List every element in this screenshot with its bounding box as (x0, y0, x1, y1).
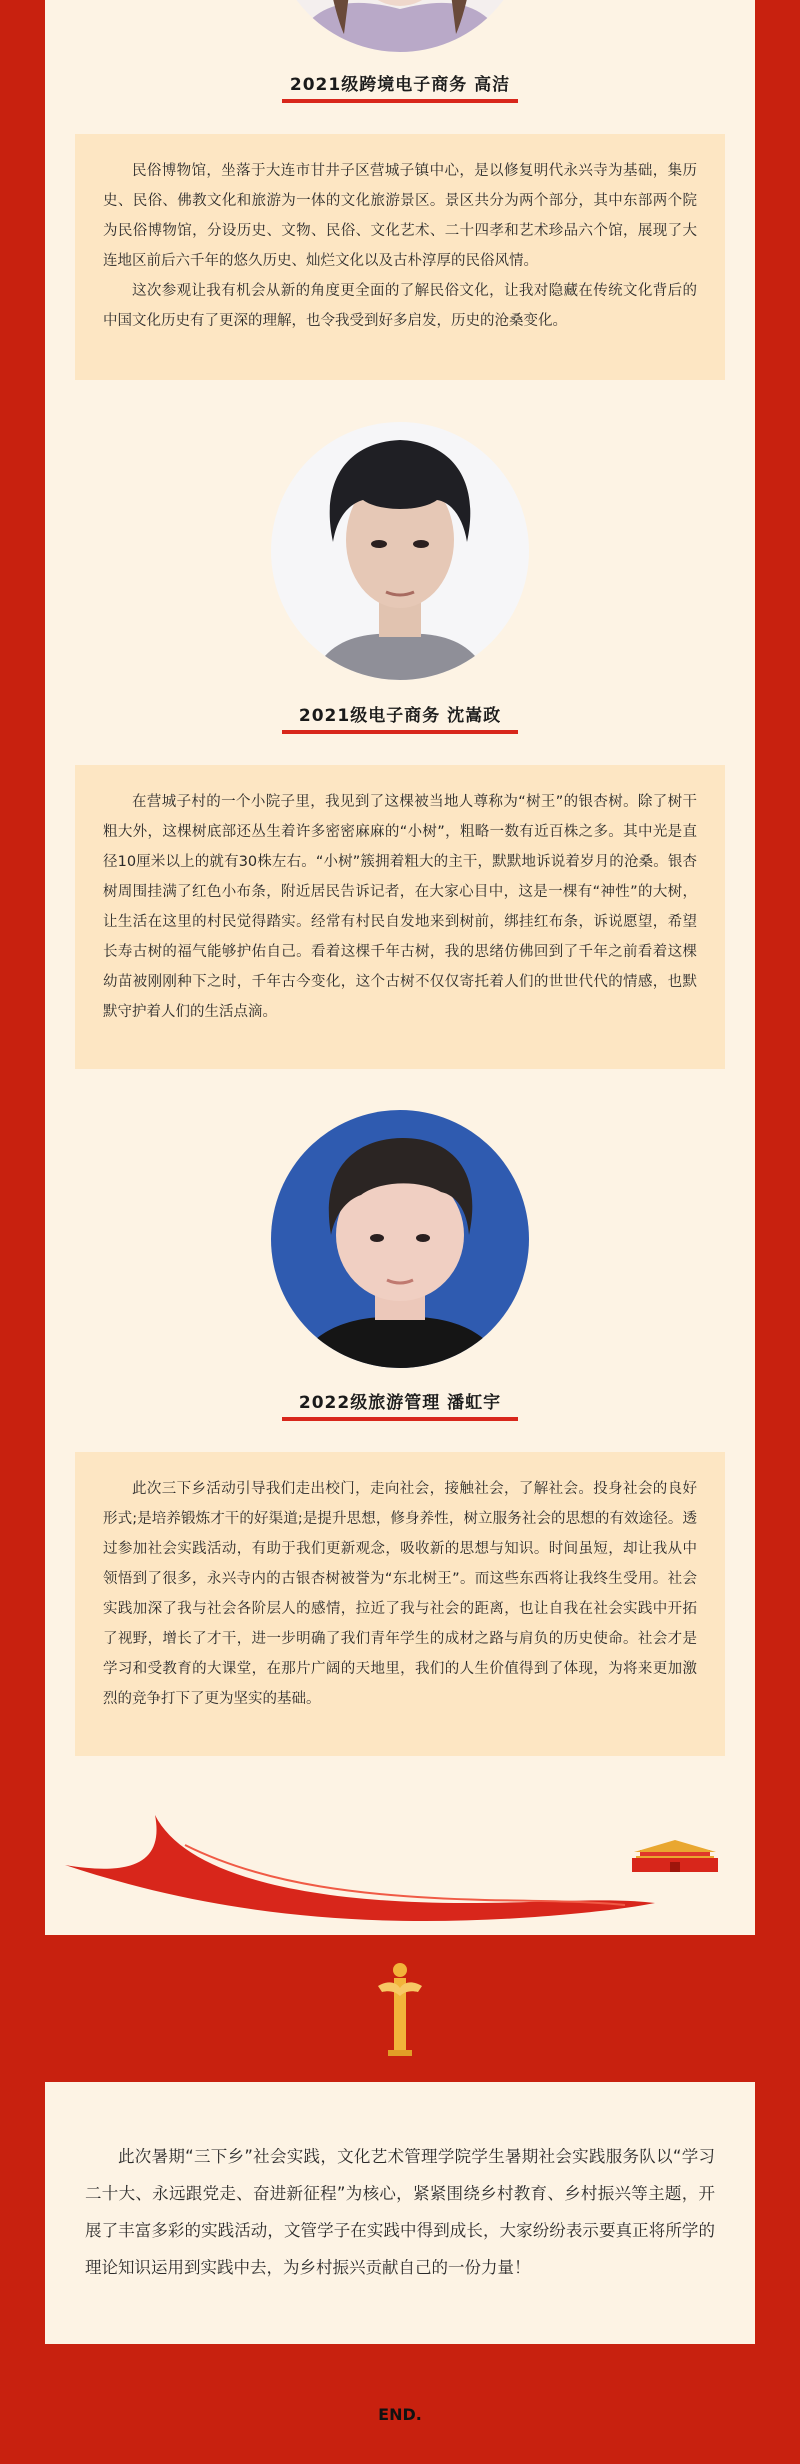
avatar-profile-2 (271, 422, 529, 680)
text-box-3 (75, 1452, 725, 1756)
avatar-profile-3 (271, 1110, 529, 1368)
profile-name-1: 2021级跨境电子商务 高洁 (289, 75, 511, 95)
text-box-1 (75, 134, 725, 380)
profile-name-2: 2021级电子商务 沈嵩政 (298, 706, 502, 726)
paragraph: 在营城子村的一个小院子里，我见到了这棵被当地人尊称为“树王”的银杏树。除了树干粗大外，这棵树底部还丛生着许多密密麻麻的“小树”，粗略一数有近百株之多。其中光是直径10厘米以上的就有30株左右。“小树”簇拥着粗大的主干，默默地诉说着岁月的沧桑。银杏树周围挂满了红色小布条，附近居民告诉记者，在大家心目中，这是一棵有“神性”的大树，让生活在这里的村民觉得踏实。经常有村民自发地来到树前，绑挂红布条，诉说愿望，希望长寿古树的福气能够护佑自己。看着这棵千年古树，我的思绪仿佛回到了千年之前看着这棵幼苗被刚刚种下之时，千年古今变化，这个古树不仅仅寄托着人们的世世代代的情感，也默默守护着人们的生活点滴。 (103, 794, 698, 1020)
name-underline-1 (282, 99, 518, 103)
profile-name-3: 2022级旅游管理 潘虹宇 (298, 1393, 502, 1413)
text-box-2 (75, 765, 725, 1069)
summary-paragraph: 此次暑期“三下乡”社会实践，文化艺术管理学院学生暑期社会实践服务队以“学习二十大、永远跟党走、奋进新征程”为核心，紧紧围绕乡村教育、乡村振兴等主题，开展了丰富多彩的实践活动，文管学子在实践中得到成长，大家纷纷表示要真正将所学的理论知识运用到实践中去，为乡村振兴贡献自己的一份力量！ (85, 2147, 715, 2277)
paragraph: 民俗博物馆，坐落于大连市甘井子区营城子镇中心，是以修复明代永兴寺为基础，集历史、民俗、佛教文化和旅游为一体的文化旅游景区。景区共分为两个部分，其中东部两个院为民俗博物馆，分设历史、文物、民俗、文化艺术、二十四孝和艺术珍品六个馆，展现了大连地区前后六千年的悠久历史、灿烂文化以及古朴淳厚的民俗风情。 (103, 163, 697, 269)
portrait-photo (271, 1110, 529, 1368)
name-underline-2 (282, 730, 518, 734)
name-underline-3 (282, 1417, 518, 1421)
tiananmen-gate-icon (630, 1838, 720, 1872)
end-mark: END. (378, 2405, 422, 2424)
portrait-photo (271, 422, 529, 680)
paragraph: 此次三下乡活动引导我们走出校门，走向社会，接触社会，了解社会。投身社会的良好形式;是培养锻炼才干的好渠道;是提升思想，修身养性，树立服务社会的思想的有效途径。透过参加社会实践活动，有助于我们更新观念，吸收新的思想与知识。时间虽短，却让我从中领悟到了很多，永兴寺内的古银杏树被誉为“东北树王”。而这些东西将让我终生受用。社会实践加深了我与社会各阶层人的感情，拉近了我与社会的距离，也让自我在社会实践中开拓了视野，增长了才干，进一步明确了我们青年学生的成材之路与肩负的历史使命。社会才是学习和受教育的大课堂，在那片广阔的天地里，我们的人生价值得到了体现，为将来更加激烈的竞争打下了更为坚实的基础。 (103, 1481, 697, 1707)
summary-box (45, 2082, 755, 2344)
paragraph: 这次参观让我有机会从新的角度更全面的了解民俗文化，让我对隐藏在传统文化背后的中国文化历史有了更深的理解，也令我受到好多启发，历史的沧桑变化。 (103, 283, 697, 329)
huabiao-pillar-icon (372, 1960, 428, 2056)
